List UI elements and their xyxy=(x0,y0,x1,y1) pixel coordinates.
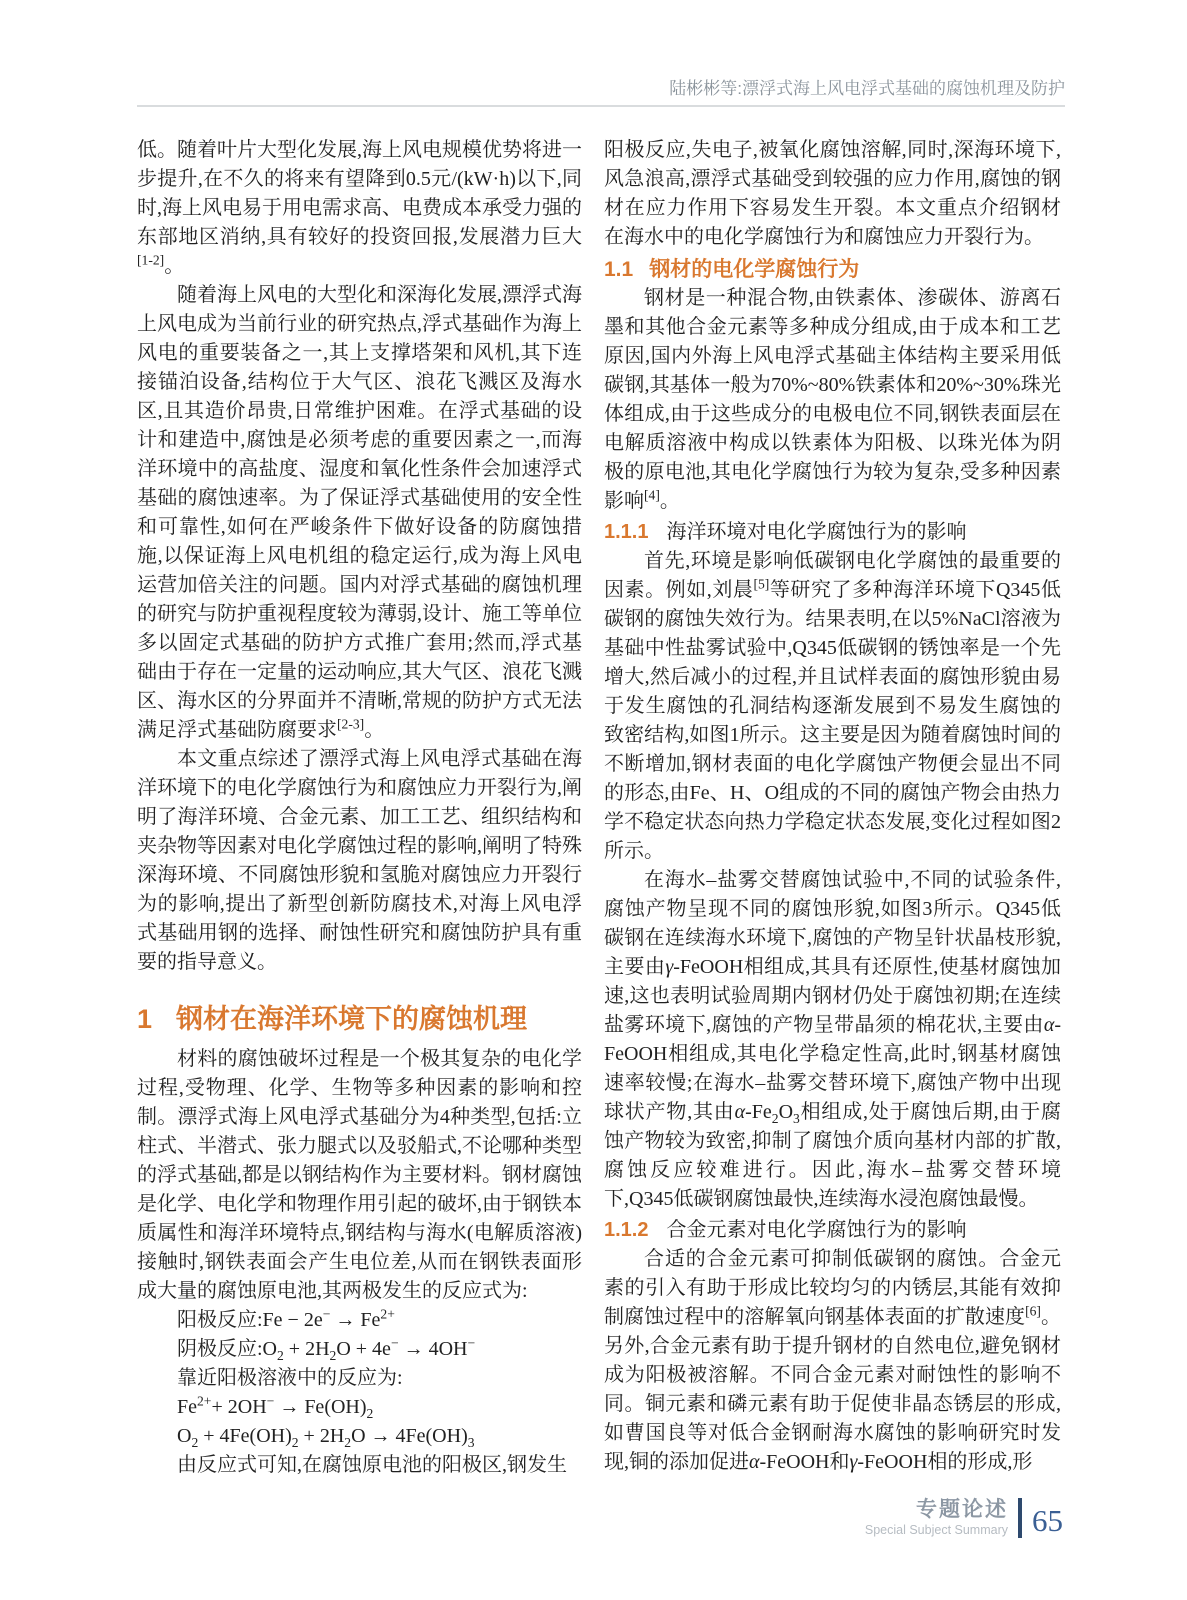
page-number: 65 xyxy=(1032,1503,1063,1538)
section-number: 1.1.1 xyxy=(604,521,649,543)
section-title: 钢材在海洋环境下的腐蚀机理 xyxy=(176,1004,528,1034)
section-number: 1.1.2 xyxy=(604,1219,649,1241)
footer-section-label-en: Special Subject Summary xyxy=(864,1523,1008,1537)
paragraph: 合适的合金元素可抑制低碳钢的腐蚀。合金元素的引入有助于形成比较均匀的内锈层,其能有效抑制腐蚀过程中的溶解氧向钢基体表面的扩散速度[6]。另外,合金元素有助于提升钢材的自然电位,避免钢材成为阳极被溶解。不同合金元素对耐蚀性的影响不同。铜元素和磷元素有助于促使非晶态锈层的形成,如曹国良等对低合金钢耐海水腐蚀的影响研究时发现,铜的添加促进α-FeOOH和γ-FeOOH相的形成,形 xyxy=(604,1248,1062,1473)
paragraph: 低。随着叶片大型化发展,海上风电规模优势将进一步提升,在不久的将来有望降到0.5元/(kW·h)以下,同时,海上风电易于用电需求高、电费成本承受力强的东部地区消纳,具有较好的投资回报,发展潜力巨大[1-2]。 xyxy=(137,139,582,277)
equation-anode: 阳极反应:Fe − $2e^- \to Fe^{2+}$ xyxy=(177,1306,395,1331)
section-heading-1-1-1 xyxy=(604,518,1061,547)
paragraph: 在海水–盐雾交替腐蚀试验中,不同的试验条件,腐蚀产物呈现不同的腐蚀形貌,如图3所示。Q345低碳钢在连续海水环境下,腐蚀的产物呈针状晶枝形貌,主要由γ-FeOOH相组成,其具有还原性,使基材腐蚀加速,这也表明试验周期内钢材仍处于腐蚀初期;在连续盐雾环境下,腐蚀的产物呈带晶须的棉花状,主要由α-FeOOH相组成,其电化学稳定性高,此时,钢基材腐蚀速率较慢;在海水–盐雾交替环境下,腐蚀产物中出现球状产物,其由$\alpha-Fe_2O_3$相组成,处于腐蚀后期,由于腐蚀产物较为致密,抑制了腐蚀介质向基材内部的扩散,腐蚀反应较难进行。因此,海水–盐雾交替环境下,Q345低碳钢腐蚀最快,连续海水浸泡腐蚀最慢。 xyxy=(604,869,1061,1210)
equation-label: 靠近阳极溶液中的反应为: xyxy=(177,1367,403,1389)
section-number: 1 xyxy=(137,1004,153,1034)
paragraph: 本文重点综述了漂浮式海上风电浮式基础在海洋环境下的电化学腐蚀行为和腐蚀应力开裂行为,阐明了海洋环境、合金元素、加工工艺、组织结构和夹杂物等因素对电化学腐蚀过程的影响,阐明了特殊深海环境、不同腐蚀形貌和氢脆对腐蚀应力开裂行为的影响,提出了新型创新防腐技术,对海上风电浮式基础用钢的选择、耐蚀性研究和腐蚀防护具有重要的指导意义。 xyxy=(137,748,582,973)
footer-divider-bar xyxy=(1018,1498,1022,1538)
equation-hydroxide: $Fe^{2+}+ 2OH^- \to Fe(OH)_2$ xyxy=(177,1393,374,1421)
running-header xyxy=(137,0,1065,107)
section-heading-1-1-2 xyxy=(604,1216,1061,1245)
left-column xyxy=(137,136,582,1480)
section-heading-1-1 xyxy=(604,255,1061,284)
paragraph: 随着海上风电的大型化和深海化发展,漂浮式海上风电成为当前行业的研究热点,浮式基础作为海上风电的重要装备之一,其上支撑塔架和风机,其下连接锚泊设备,结构位于大气区、浪花飞溅区及海水区,且其造价昂贵,日常维护困难。在浮式基础的设计和建造中,腐蚀是必须考虑的重要因素之一,而海洋环境中的高盐度、湿度和氧化性条件会加速浮式基础的腐蚀速率。为了保证浮式基础使用的安全性和可靠性,如何在严峻条件下做好设备的防腐蚀措施,以保证海上风电机组的稳定运行,成为海上风电运营加倍关注的问题。国内对浮式基础的腐蚀机理的研究与防护重视程度较为薄弱,设计、施工等单位多以固定式基础的防护方式推广套用;然而,浮式基础由于存在一定量的运动响应,其大气区、浪花飞溅区、海水区的分界面并不清晰,常规的防护方式无法满足浮式基础防腐要求[2-3]。 xyxy=(137,284,582,741)
two-column-content xyxy=(137,136,1061,1480)
section-title: 海洋环境对电化学腐蚀行为的影响 xyxy=(666,521,967,543)
equation-cathode: 阴极反应$:O_2 + 2H_2O + 4e^- \to 4OH^-$ xyxy=(177,1335,476,1363)
paragraph: 阳极反应,失电子,被氧化腐蚀溶解,同时,深海环境下,风急浪高,漂浮式基础受到较强的应力作用,腐蚀的钢材在应力作用下容易发生开裂。本文重点介绍钢材在海水中的电化学腐蚀行为和腐蚀应力开裂行为。 xyxy=(604,139,1061,248)
equation-oxidation: $O_2 + 4Fe(OH)_2 + 2H_2O \to 4Fe(OH)_3$ xyxy=(177,1425,475,1450)
footer-labels xyxy=(865,1498,1008,1538)
right-column xyxy=(604,136,1061,1480)
section-title: 钢材的电化学腐蚀行为 xyxy=(649,258,860,281)
paragraph: 材料的腐蚀破坏过程是一个极其复杂的电化学过程,受物理、化学、生物等多种因素的影响和控制。漂浮式海上风电浮式基础分为4种类型,包括:立柱式、半潜式、张力腿式以及驳船式,不论哪种类型的浮式基础,都是以钢结构作为主要材料。钢材腐蚀是化学、电化学和物理作用引起的破坏,由于钢铁本质属性和海洋环境特点,钢结构与海水(电解质溶液)接触时,钢铁表面会产生电位差,从而在钢铁表面形成大量的腐蚀原电池,其两极发生的反应式为: xyxy=(137,1048,582,1302)
section-heading-1 xyxy=(137,1001,582,1037)
page-footer xyxy=(865,1497,1063,1539)
footer-section-label-cn: 专题论述 xyxy=(916,1498,1008,1521)
paragraph: 首先,环境是影响低碳钢电化学腐蚀的最重要的因素。例如,刘晨[5]等研究了多种海洋环境下Q345低碳钢的腐蚀失效行为。结果表明,在以5%NaCl溶液为基础中性盐雾试验中,Q345低碳钢的锈蚀率是一个先增大,然后减小的过程,并且试样表面的腐蚀形貌由易于发生腐蚀的孔洞结构逐渐发展到不易发生腐蚀的致密结构,如图1所示。这主要是因为随着腐蚀时间的不断增加,钢材表面的电化学腐蚀产物便会显出不同的形态,由Fe、H、O组成的不同的腐蚀产物会由热力学不稳定状态向热力学稳定状态发展,变化过程如图2所示。 xyxy=(604,550,1061,862)
section-title: 合金元素对电化学腐蚀行为的影响 xyxy=(666,1219,967,1241)
running-header-title: 陆彬彬等:漂浮式海上风电浮式基础的腐蚀机理及防护 xyxy=(669,79,1065,98)
paragraph: 钢材是一种混合物,由铁素体、渗碳体、游离石墨和其他合金元素等多种成分组成,由于成本和工艺原因,国内外海上风电浮式基础主体结构主要采用低碳钢,其基体一般为70%~80%铁素体和20%~30%珠光体组成,由于这些成分的电极电位不同,钢铁表面层在电解质溶液中构成以铁素体为阳极、以珠光体为阴极的原电池,其电化学腐蚀行为较为复杂,受多种因素影响[4]。 xyxy=(604,287,1061,512)
section-number: 1.1 xyxy=(604,258,634,281)
paragraph: 由反应式可知,在腐蚀原电池的阳极区,钢发生 xyxy=(177,1454,567,1476)
header-rule xyxy=(137,105,1065,107)
